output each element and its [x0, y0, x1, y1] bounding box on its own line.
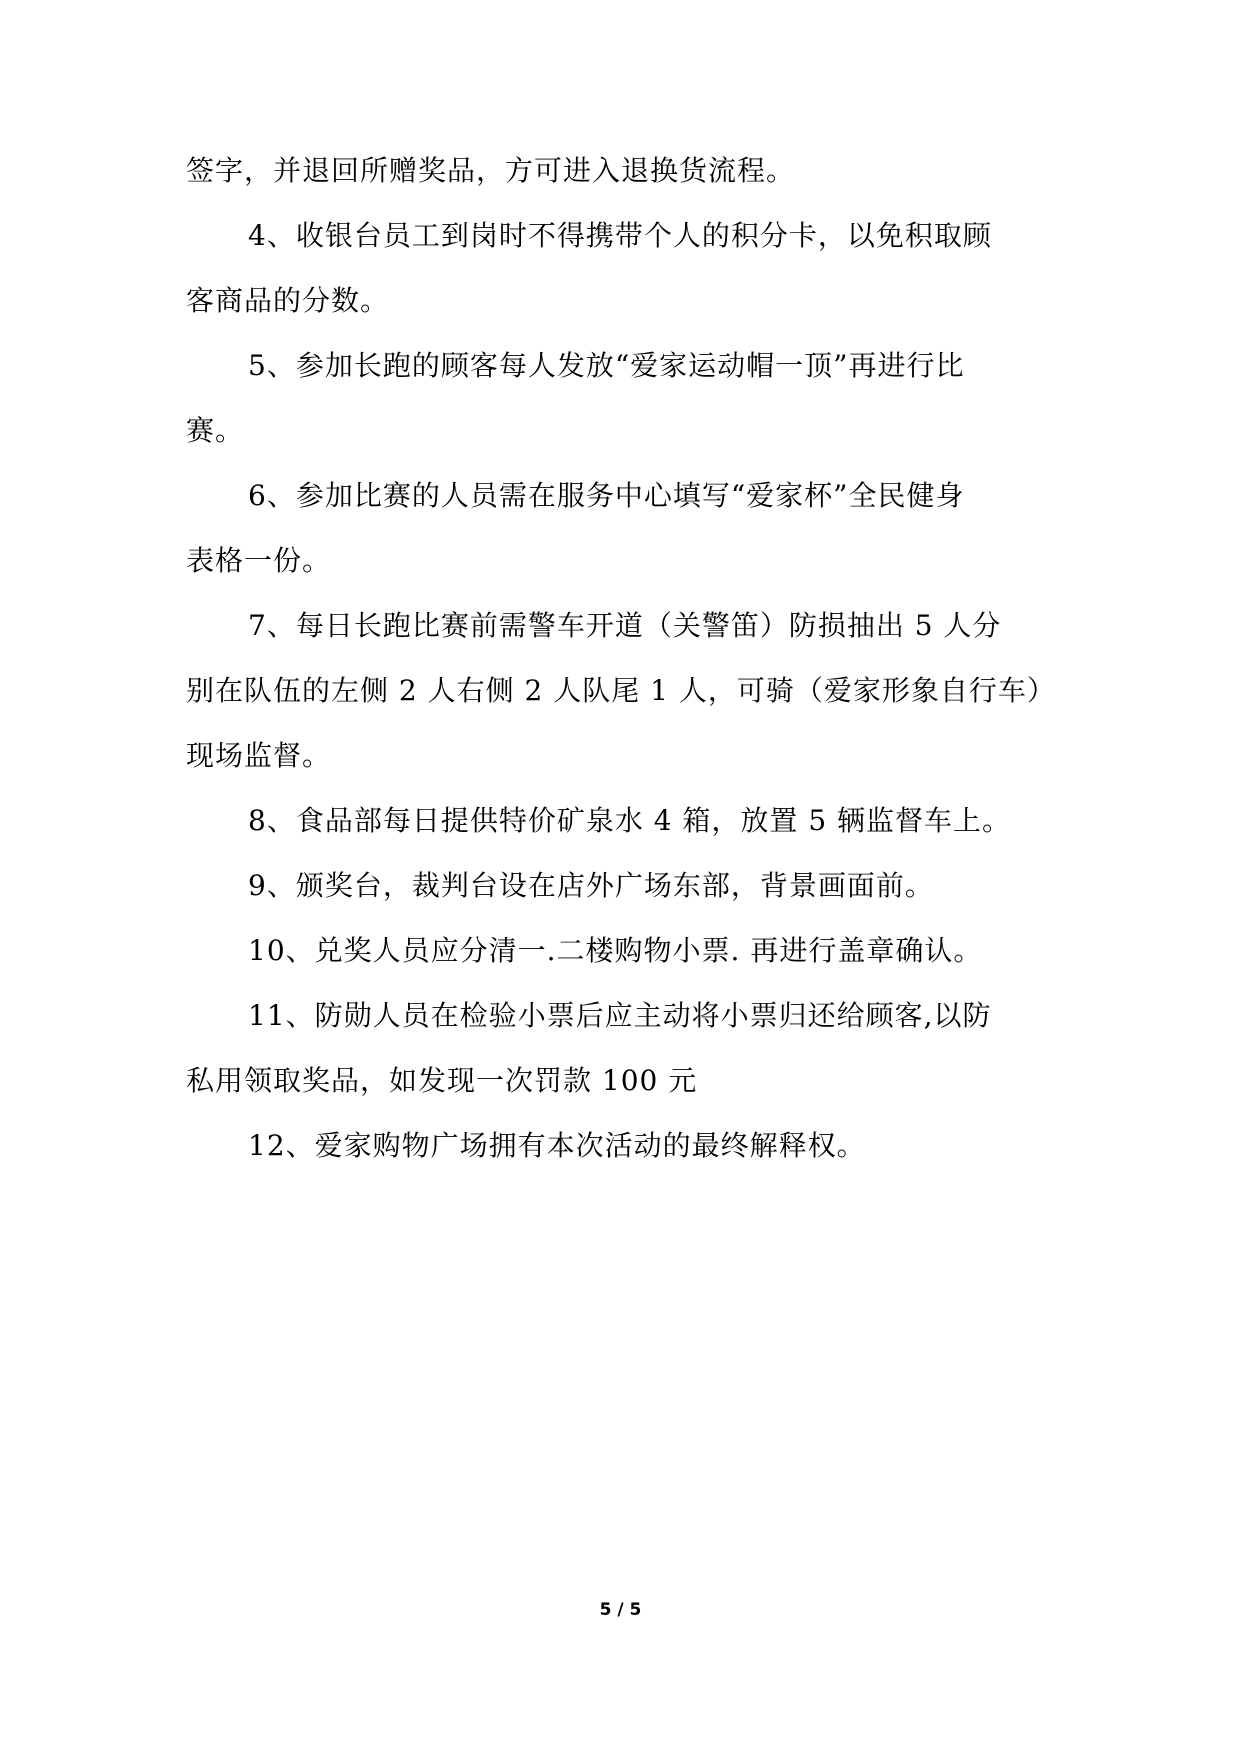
paragraph-line: 6、参加比赛的人员需在服务中心填写“爱家杯”全民健身 — [248, 479, 965, 512]
paragraph-line: 签字，并退回所赠奖品，方可进入退换货流程。 — [186, 154, 796, 187]
paragraph-line: 8、食品部每日提供特价矿泉水 4 箱，放置 5 辆监督车上。 — [248, 804, 1012, 837]
paragraph-line: 4、收银台员工到岗时不得携带个人的积分卡，以免积取顾 — [248, 219, 992, 252]
paragraph-line: 现场监督。 — [186, 739, 332, 772]
paragraph-line: 别在队伍的左侧 2 人右侧 2 人队尾 1 人，可骑（爱家形象自行车） — [186, 674, 1056, 707]
paragraph-line: 赛。 — [186, 414, 245, 447]
paragraph-line: 私用领取奖品，如发现一次罚款 100 元 — [186, 1064, 698, 1097]
paragraph-line: 客商品的分数。 — [186, 284, 390, 317]
paragraph-line: 5、参加长跑的顾客每人发放“爱家运动帽一顶”再进行比 — [248, 349, 965, 382]
page-number: 5 / 5 — [599, 1600, 642, 1620]
paragraph-line: 表格一份。 — [186, 544, 332, 577]
paragraph-line: 9、颁奖台，裁判台设在店外广场东部，背景画面前。 — [248, 869, 934, 902]
paragraph-line: 10、兑奖人员应分清一.二楼购物小票. 再进行盖章确认。 — [248, 934, 983, 967]
paragraph-line: 11、防勋人员在检验小票后应主动将小票归还给顾客,以防 — [248, 999, 992, 1032]
paragraph-line: 12、爱家购物广场拥有本次活动的最终解释权。 — [248, 1129, 866, 1162]
document-body — [186, 155, 1056, 1195]
paragraph-line: 7、每日长跑比赛前需警车开道（关警笛）防损抽出 5 人分 — [248, 609, 1002, 642]
